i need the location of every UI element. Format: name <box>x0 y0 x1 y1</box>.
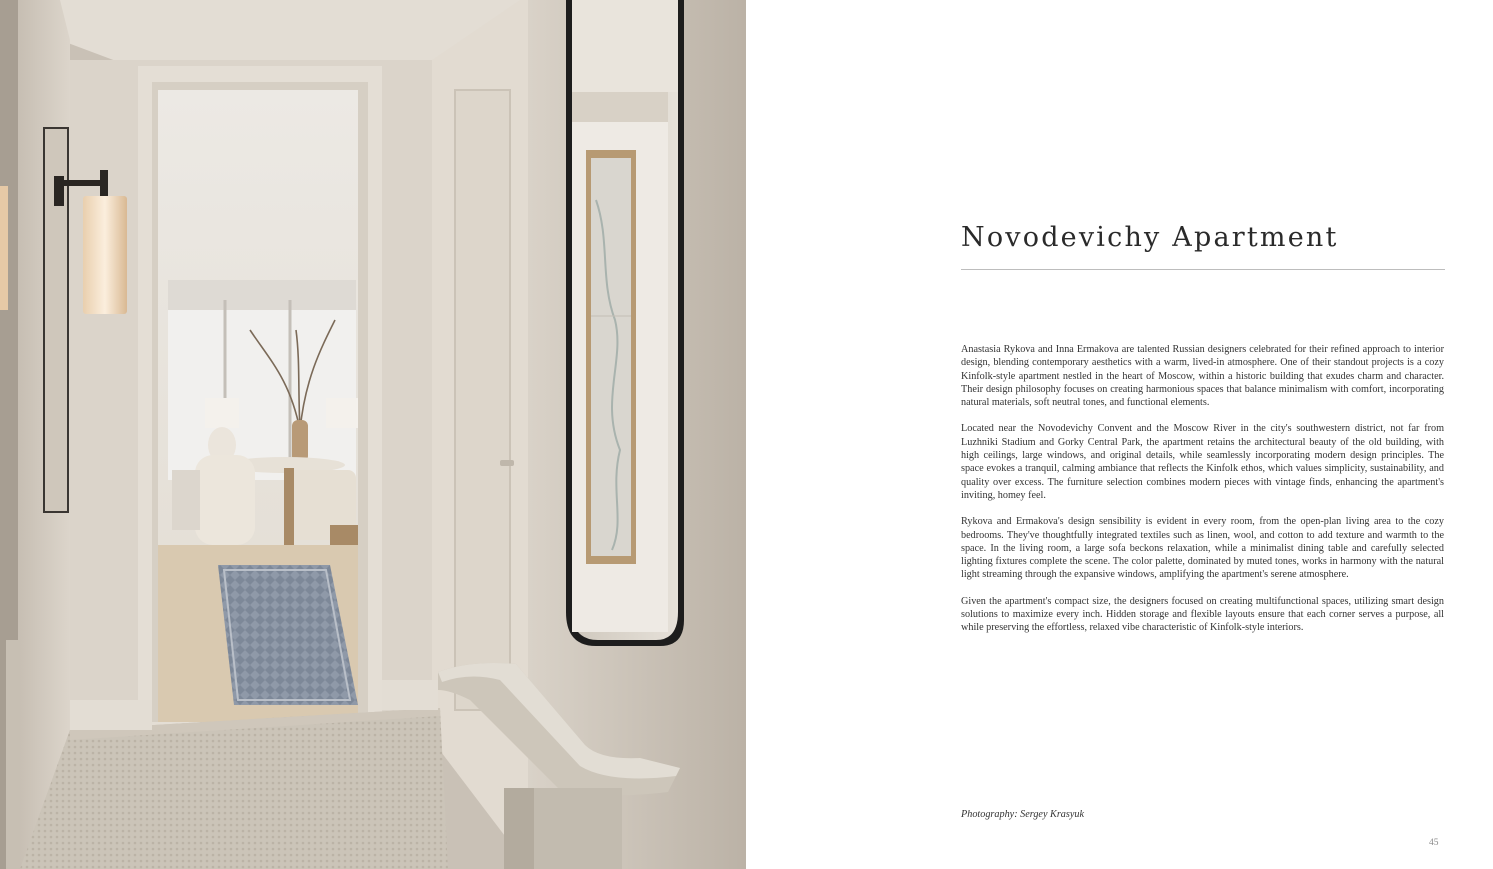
body-paragraph: Given the apartment's compact size, the designers focused on creating multifunctional spaces, utilizing smart design solutions to maximize every inch. Hidden storage and flexible layouts ensure that each corner serves a purpose, all while preserving the effortless, relaxed vibe characteristic of Kinfolk-style interiors. <box>961 595 1444 634</box>
page-number: 45 <box>1429 838 1439 848</box>
body-paragraph: Anastasia Rykova and Inna Ermakova are talented Russian designers celebrated for their refined approach to interior design, blending contemporary aesthetics with a warm, lived-in atmosphere. One of their standout projects is a cozy Kinfolk-style apartment nestled in the heart of Moscow, within a historic building that exudes charm and character. Their design philosophy focuses on creating harmonious spaces that balance minimalism with comfort, incorporating natural materials, soft neutral tones, and functional elements. <box>961 344 1444 409</box>
hallway-photo <box>0 0 746 869</box>
article-body <box>961 343 1444 648</box>
body-paragraph: Located near the Novodevichy Convent and the Moscow River in the city's southwestern district, not far from Luzhniki Stadium and Gorky Central Park, the apartment retains the architectural beauty of the old building, with high ceilings, large windows, and original details, while seamlessly incorporating modern design principles. The space evokes a tranquil, calming ambiance that reflects the Kinfolk ethos, which values simplicity, sustainability, and quality over excess. The furniture selection combines modern pieces with vintage finds, enhancing the apartment's inviting, homey feel. <box>961 423 1444 501</box>
article-title: Novodevichy Apartment <box>961 222 1339 253</box>
photo-credit: Photography: Sergey Krasyuk <box>961 809 1084 820</box>
text-page <box>746 0 1493 869</box>
body-paragraph: Rykova and Ermakova's design sensibility is evident in every room, from the open-plan living area to the cozy bedrooms. They've thoughtfully integrated textiles such as linen, wool, and cotton to add texture and warmth to the space. In the living room, a large sofa beckons relaxation, while a minimalist dining table and carefully selected lighting fixtures complete the scene. The color palette, dominated by muted tones, works in harmony with the natural light streaming through the expansive windows, amplifying the apartment's serene atmosphere. <box>961 516 1444 581</box>
title-divider <box>961 269 1445 270</box>
